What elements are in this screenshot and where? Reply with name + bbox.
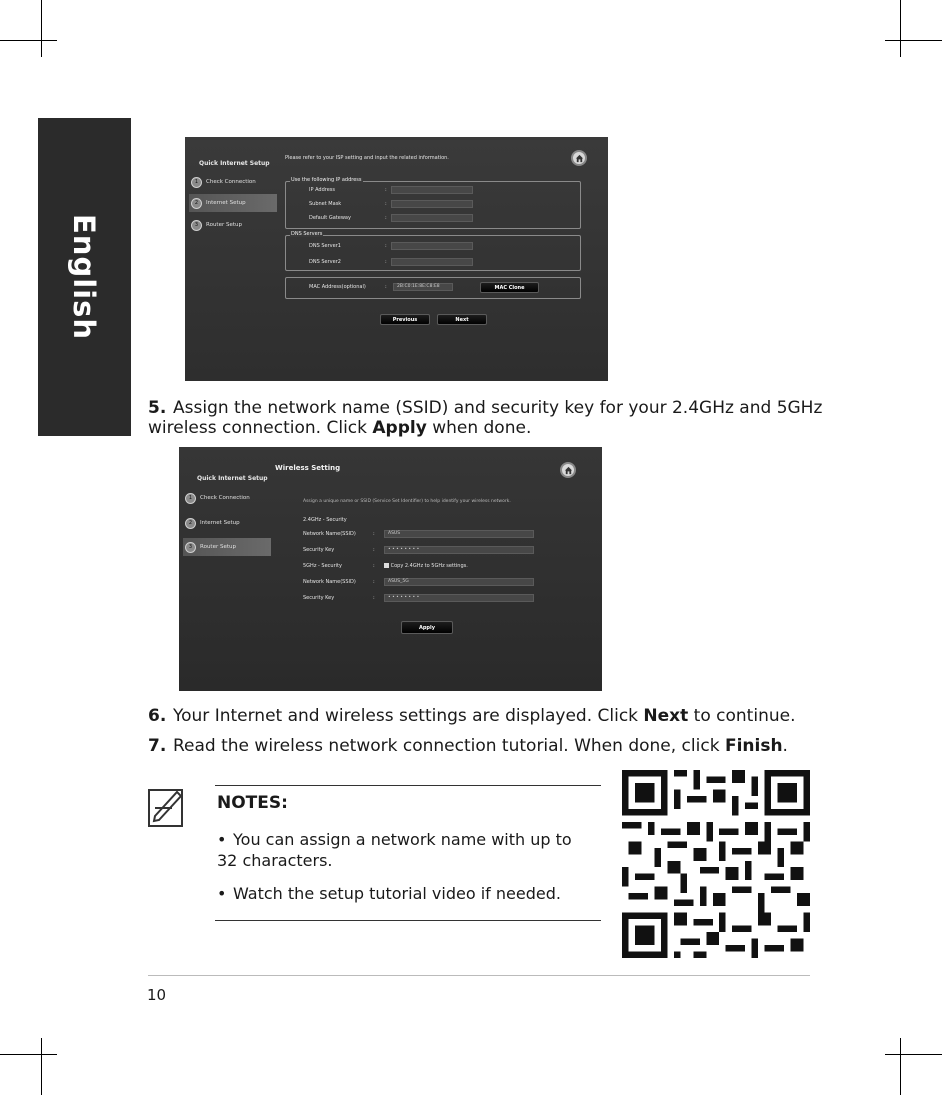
step-bold: Apply xyxy=(372,418,427,438)
step-text: Read the wireless network connection tutorial. When done, click xyxy=(173,736,725,756)
crop-mark xyxy=(0,1054,57,1055)
ip-address-label: IP Address xyxy=(309,187,335,193)
step-5 xyxy=(148,398,838,438)
footer-rule xyxy=(148,975,810,976)
note-pencil-icon xyxy=(146,784,186,828)
nav-router-setup[interactable] xyxy=(183,538,271,556)
step-7 xyxy=(148,736,838,756)
step-badge-icon: 2 xyxy=(185,518,196,529)
nav-internet-setup[interactable] xyxy=(189,194,277,212)
step-badge-icon: 1 xyxy=(185,493,196,504)
step-bold: Finish xyxy=(724,736,783,756)
step-text: Assign the network name (SSID) and security key for your 2.4GHz and 5GHz wireless connection. Click xyxy=(148,398,823,438)
step-number: 6. xyxy=(148,706,167,726)
step-badge-icon: 3 xyxy=(185,542,196,553)
bullet-text: Watch the setup tutorial video if needed. xyxy=(233,884,561,903)
nav-router-setup[interactable] xyxy=(189,216,242,234)
ssid-24-input[interactable]: ASUS xyxy=(384,530,534,538)
band-5ghz-label: 5GHz - Security xyxy=(303,563,342,569)
language-label: English xyxy=(67,213,101,341)
colon: : xyxy=(385,243,387,249)
crop-mark xyxy=(885,40,942,41)
colon: : xyxy=(385,284,387,290)
bullet-dot: • xyxy=(217,884,227,903)
colon: : xyxy=(373,595,375,601)
dns-group-legend: DNS Servers xyxy=(291,231,323,237)
dns-server2-label: DNS Server2 xyxy=(309,259,341,265)
nav-label: Check Connection xyxy=(200,495,250,501)
key-24-input[interactable]: • • • • • • • • xyxy=(384,546,534,554)
crop-mark xyxy=(0,40,57,41)
nav-label: Check Connection xyxy=(206,179,256,185)
ssid-5-input[interactable]: ASUS_5G xyxy=(384,578,534,586)
default-gateway-input[interactable] xyxy=(391,214,473,222)
ip-address-input[interactable] xyxy=(391,186,473,194)
nav-label: Router Setup xyxy=(206,222,242,228)
step-bold: Next xyxy=(643,706,689,726)
ssid-24-label: Network Name(SSID) xyxy=(303,531,356,537)
sidebar-title: Quick Internet Setup xyxy=(197,475,268,482)
notes-bullet xyxy=(217,883,597,904)
default-gateway-label: Default Gateway xyxy=(309,215,351,221)
crop-mark xyxy=(41,1038,42,1095)
colon: : xyxy=(373,579,375,585)
next-button[interactable]: Next xyxy=(437,314,487,325)
key-5-label: Security Key xyxy=(303,595,335,601)
subnet-mask-input[interactable] xyxy=(391,200,473,208)
step-badge-icon: 3 xyxy=(191,220,202,231)
notes-top-rule xyxy=(215,785,601,786)
step-text: Your Internet and wireless settings are displayed. Click xyxy=(173,706,644,726)
notes-title: NOTES: xyxy=(217,793,288,813)
ssid-5-label: Network Name(SSID) xyxy=(303,579,356,585)
home-icon[interactable] xyxy=(571,150,587,166)
colon: : xyxy=(373,563,375,569)
copy-settings-checkbox[interactable] xyxy=(384,563,468,569)
copy-settings-label: Copy 2.4GHz to 5GHz settings. xyxy=(390,563,468,569)
wireless-setting-title: Wireless Setting xyxy=(275,464,341,472)
step-text-end: . xyxy=(782,736,788,756)
mac-address-input[interactable]: 2B:C0:1E:8E:C8:E8 xyxy=(393,283,453,291)
screenshot-sidebar xyxy=(185,137,275,381)
mac-clone-button[interactable]: MAC Clone xyxy=(480,282,539,293)
crop-mark xyxy=(41,0,42,57)
subnet-mask-label: Subnet Mask xyxy=(309,201,342,207)
colon: : xyxy=(385,259,387,265)
notes-bottom-rule xyxy=(215,920,601,921)
wireless-setting-screenshot xyxy=(179,447,602,691)
crop-mark xyxy=(900,1038,901,1095)
bullet-dot: • xyxy=(217,830,227,849)
crop-mark xyxy=(885,1054,942,1055)
colon: : xyxy=(385,187,387,193)
page-number: 10 xyxy=(147,986,167,1004)
colon: : xyxy=(373,547,375,553)
step-text-end: to continue. xyxy=(688,706,796,726)
key-5-input[interactable]: • • • • • • • • xyxy=(384,594,534,602)
previous-button[interactable]: Previous xyxy=(380,314,430,325)
colon: : xyxy=(385,201,387,207)
step-number: 5. xyxy=(148,398,167,418)
step-badge-icon: 2 xyxy=(191,198,202,209)
internet-setup-screenshot xyxy=(185,137,608,381)
language-side-tab xyxy=(38,118,131,436)
colon: : xyxy=(385,215,387,221)
colon: : xyxy=(373,531,375,537)
nav-label: Internet Setup xyxy=(206,200,246,206)
home-icon[interactable] xyxy=(560,462,576,478)
nav-label: Router Setup xyxy=(200,544,236,550)
band-24ghz-label: 2.4GHz - Security xyxy=(303,517,347,523)
dns-server1-input[interactable] xyxy=(391,242,473,250)
mac-address-label: MAC Address(optional) xyxy=(309,284,366,290)
apply-button[interactable]: Apply xyxy=(401,621,453,634)
crop-mark xyxy=(900,0,901,57)
nav-check-connection[interactable] xyxy=(189,173,256,191)
nav-internet-setup[interactable] xyxy=(183,514,240,532)
dns-server2-input[interactable] xyxy=(391,258,473,266)
nav-check-connection[interactable] xyxy=(183,489,250,507)
instruction-text: Assign a unique name or SSID (Service Set Identifier) to help identify your wireless network. xyxy=(303,499,511,504)
nav-label: Internet Setup xyxy=(200,520,240,526)
sidebar-title: Quick Internet Setup xyxy=(199,160,270,167)
checkbox-icon xyxy=(384,563,389,568)
step-number: 7. xyxy=(148,736,167,756)
dns-server1-label: DNS Server1 xyxy=(309,243,341,249)
step-text-end: when done. xyxy=(426,418,532,438)
screenshot-sidebar xyxy=(179,447,269,691)
instruction-text: Please refer to your ISP setting and input the related information. xyxy=(285,155,449,161)
ip-group-legend: Use the following IP address xyxy=(291,177,362,183)
key-24-label: Security Key xyxy=(303,547,335,553)
bullet-text: You can assign a network name with up to 32 characters. xyxy=(217,830,572,870)
notes-bullet xyxy=(217,829,597,871)
step-badge-icon: 1 xyxy=(191,177,202,188)
qr-code-icon xyxy=(622,770,810,958)
step-6 xyxy=(148,706,838,726)
